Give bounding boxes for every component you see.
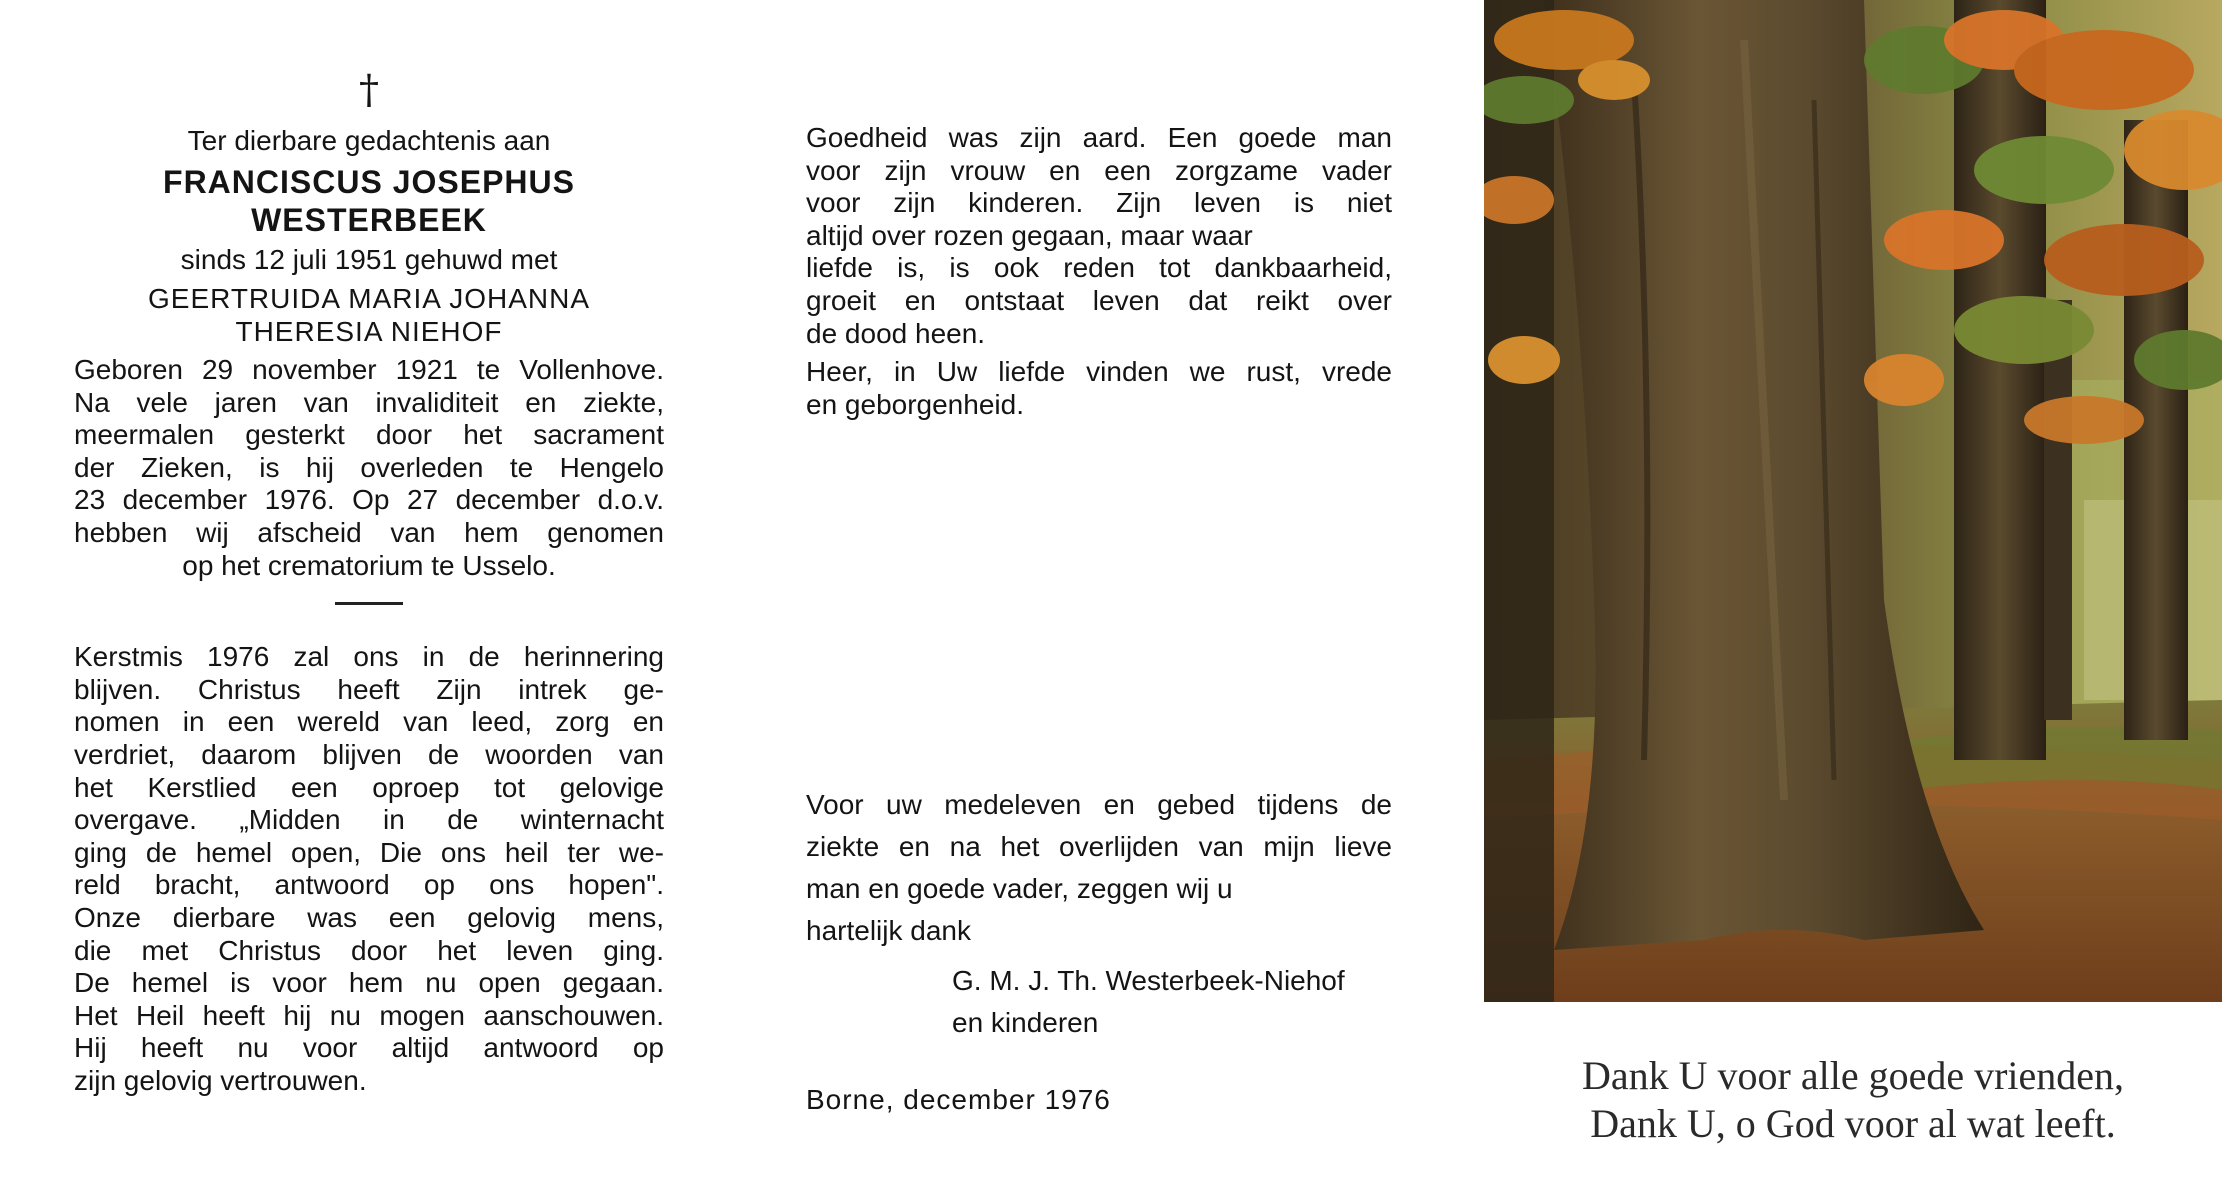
reflection-line: het Kerstlied een oproep tot gelovige: [74, 771, 664, 803]
biography-line: meermalen gesterkt door het sacrament: [74, 419, 664, 451]
thanks-line: hartelijk dank: [806, 915, 971, 946]
caption: [1484, 1052, 2222, 1148]
biography-line: der Zieken, is hij overleden te Hengelo: [74, 451, 664, 483]
reflection-line: overgave. „Midden in de winternacht: [74, 804, 664, 836]
character-line: voor zijn kinderen. Zijn leven is niet: [806, 187, 1392, 219]
reflection-line: blijven. Christus heeft Zijn intrek ge-: [74, 673, 664, 705]
character-line: liefde is, is ook reden tot dankbaarheid,: [806, 252, 1392, 284]
prayer-line: Heer, in Uw liefde vinden we rust, vrede: [806, 356, 1392, 388]
deceased-name-line2: WESTERBEEK: [251, 202, 487, 238]
prayer-paragraph: [806, 356, 1392, 421]
prayer-line: en geborgenheid.: [806, 388, 1024, 420]
cross-icon: †: [359, 67, 379, 113]
reflection-line: Hij heeft nu voor altijd antwoord op: [74, 1032, 664, 1064]
character-line: groeit en ontstaat leven dat reikt over: [806, 284, 1392, 316]
character-paragraph: [806, 122, 1392, 350]
caption-line2: Dank U, o God voor al wat leeft.: [1590, 1101, 2116, 1146]
thanks-line: ziekte en na het overlijden van mijn lieve: [806, 831, 1392, 862]
place-date: Borne, december 1976: [806, 1084, 1111, 1115]
spouse-name-line1: GEERTRUIDA MARIA JOHANNA: [147, 283, 590, 314]
signature-family: en kinderen: [952, 1007, 1099, 1038]
biography-line: Geboren 29 november 1921 te Vollenhove.: [74, 354, 664, 385]
thanks-line: Voor uw medeleven en gebed tijdens de: [806, 789, 1392, 820]
reflection-line: reld bracht, antwoord op ons hopen".: [74, 869, 664, 901]
left-column: [74, 68, 664, 1097]
intro-text: Ter dierbare gedachtenis aan: [187, 125, 551, 156]
biography-line: 23 december 1976. Op 27 december d.o.v.: [74, 484, 664, 516]
character-line: Goedheid was zijn aard. Een goede man: [806, 122, 1392, 153]
divider: [335, 602, 403, 605]
biography: [74, 354, 664, 582]
character-line: altijd over rozen gegaan, maar waar: [806, 219, 1253, 251]
reflection-line: Het Heil heeft hij nu mogen aanschouwen.: [74, 999, 664, 1031]
reflection-line: verdriet, daarom blijven de woorden van: [74, 738, 664, 770]
reflection-line: ging de hemel open, Die ons heil ter we-: [74, 836, 664, 868]
biography-line: hebben wij afscheid van hem genomen: [74, 516, 664, 548]
biography-line: Na vele jaren van invaliditeit en ziekte,: [74, 386, 664, 418]
signature-name: G. M. J. Th. Westerbeek-Niehof: [952, 965, 1345, 996]
married-since: sinds 12 juli 1951 gehuwd met: [180, 244, 558, 275]
reflection-paragraph: [74, 641, 664, 1097]
autumn-tree-photo: [1484, 0, 2222, 1002]
caption-line1: Dank U voor alle goede vrienden,: [1581, 1053, 2125, 1098]
reflection-line: Onze dierbare was een gelovig mens,: [74, 901, 664, 933]
spouse-name-line2: THERESIA NIEHOF: [235, 316, 503, 347]
reflection-line: De hemel is voor hem nu open gegaan.: [74, 967, 664, 999]
character-line: voor zijn vrouw en een zorgzame vader: [806, 154, 1392, 186]
reflection-line: nomen in een wereld van leed, zorg en: [74, 706, 664, 738]
signature: [952, 960, 1392, 1044]
character-line: de dood heen.: [806, 317, 986, 349]
reflection-line: zijn gelovig vertrouwen.: [74, 1064, 367, 1096]
reflection-line: Kerstmis 1976 zal ons in de herinnering: [74, 641, 664, 673]
deceased-name-line1: FRANCISCUS JOSEPHUS: [163, 164, 575, 200]
reflection-line: die met Christus door het leven ging.: [74, 934, 664, 966]
biography-line: op het crematorium te Usselo.: [182, 549, 556, 581]
autumn-tree-image: [1484, 0, 2222, 1002]
thanks-paragraph: [806, 784, 1392, 952]
middle-column: [806, 122, 1392, 421]
thanks-line: man en goede vader, zeggen wij u: [806, 873, 1233, 904]
